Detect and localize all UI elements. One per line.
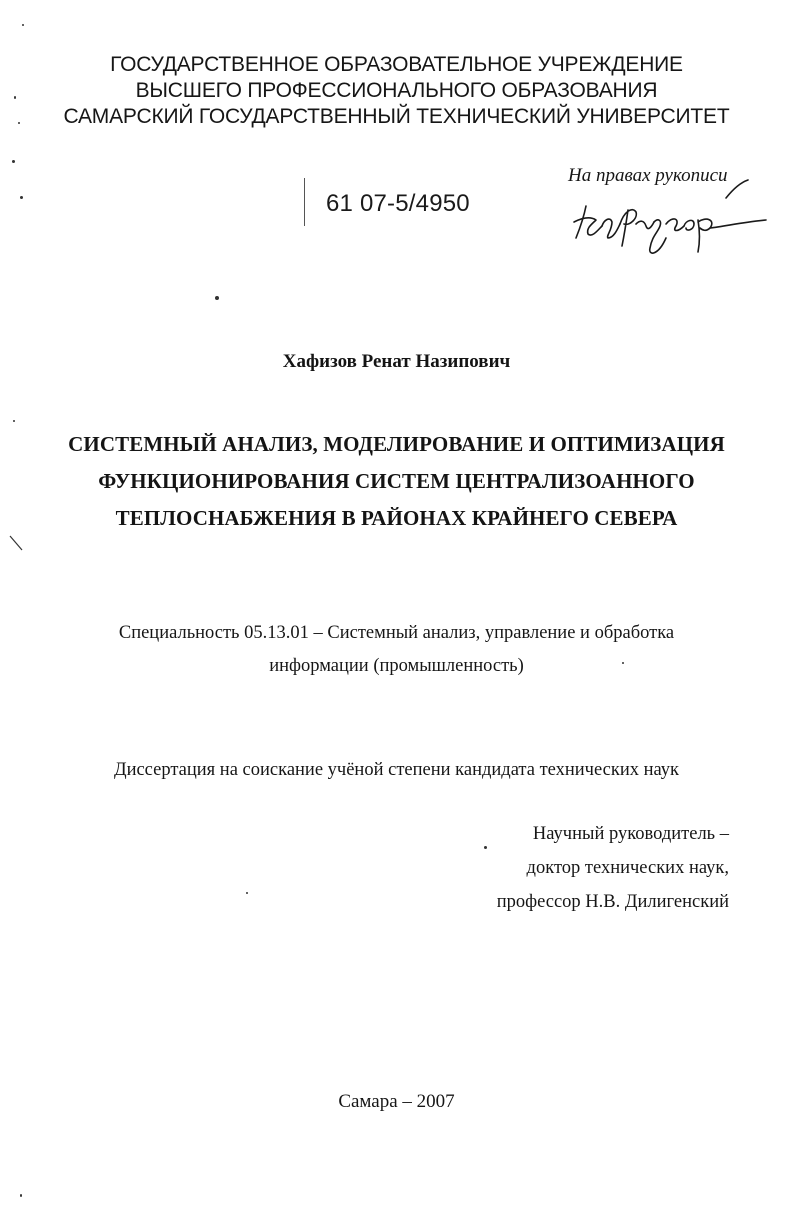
advisor-line-3: профессор Н.В. Дилигенский	[496, 892, 729, 912]
catalog-code: 61 07-5/4950	[326, 190, 470, 217]
scan-speck	[215, 296, 219, 300]
dissertation-title	[0, 426, 793, 537]
scan-mark	[8, 534, 26, 554]
scan-speck	[12, 160, 15, 163]
scan-speck	[484, 846, 487, 849]
title-line-3: ТЕПЛОСНАБЖЕНИЯ В РАЙОНАХ КРАЙНЕГО СЕВЕРА	[115, 506, 678, 530]
scientific-advisor	[497, 817, 729, 919]
author-name: Хафизов Ренат Назипович	[282, 351, 511, 372]
city-year: Самара – 2007	[338, 1091, 455, 1112]
degree-statement: Диссертация на соискание учёной степени кандидата технических наук	[113, 760, 680, 780]
scan-speck	[20, 1194, 22, 1197]
title-line-1: СИСТЕМНЫЙ АНАЛИЗ, МОДЕЛИРОВАНИЕ И ОПТИМИЗАЦИЯ	[68, 432, 725, 456]
specialty-line-1: Специальность 05.13.01 – Системный анализ, управление и обработка	[118, 623, 675, 643]
scan-speck	[14, 96, 16, 99]
institution-line-1: ГОСУДАРСТВЕННОЕ ОБРАЗОВАТЕЛЬНОЕ УЧРЕЖДЕНИЕ	[110, 53, 683, 76]
scan-speck	[20, 196, 23, 199]
specialty	[0, 617, 793, 683]
institution-header	[0, 52, 793, 130]
scan-speck	[246, 892, 248, 894]
advisor-line-1: Научный руководитель –	[532, 824, 729, 844]
code-margin-mark	[304, 178, 305, 226]
institution-line-2: ВЫСШЕГО ПРОФЕССИОНАЛЬНОГО ОБРАЗОВАНИЯ	[135, 79, 658, 102]
scan-speck	[22, 24, 24, 26]
specialty-line-2: информации (промышленность)	[269, 656, 524, 676]
title-line-2: ФУНКЦИОНИРОВАНИЯ СИСТЕМ ЦЕНТРАЛИЗОАННОГО	[98, 469, 695, 493]
signature	[566, 176, 776, 260]
scan-speck	[18, 122, 20, 124]
scan-speck	[13, 420, 15, 422]
scan-speck	[622, 662, 624, 664]
manuscript-note: На правах рукописи	[568, 165, 728, 186]
advisor-line-2: доктор технических наук,	[526, 858, 729, 878]
institution-line-3: САМАРСКИЙ ГОСУДАРСТВЕННЫЙ ТЕХНИЧЕСКИЙ УНИВЕРСИТЕТ	[63, 105, 730, 128]
